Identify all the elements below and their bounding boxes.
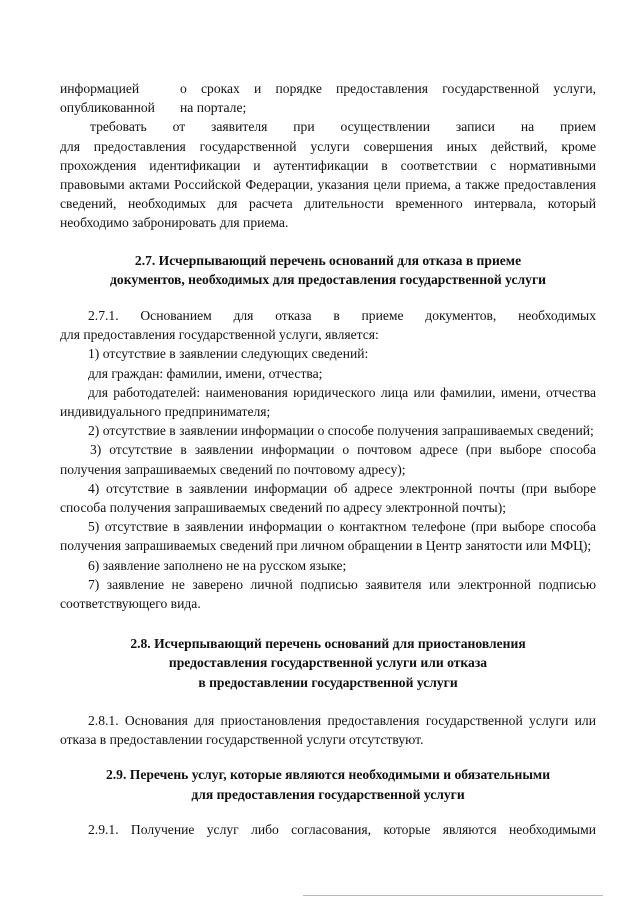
list-item-4: 4) отсутствие в заявлении информации об адресе электронной почты (при выборе способа получения запрашиваемых сведений по адресу электронной почты); bbox=[60, 480, 596, 516]
text-cell: опубликованной bbox=[60, 100, 155, 116]
text-cell: информацией bbox=[60, 81, 140, 96]
list-item-1b: для работодателей: наименования юридического лица или фамилии, имени, отчества индивидуального предпринимателя; bbox=[60, 384, 596, 420]
section-heading-2-7-line1: 2.7. Исчерпывающий перечень оснований для отказа в приеме bbox=[134, 252, 522, 268]
list-item-2: 2) отсутствие в заявлении информации о способе получения запрашиваемых сведений; bbox=[88, 423, 594, 439]
paragraph-2-9-1: 2.9.1. Получение услуг либо согласования, которые являются необходимыми bbox=[88, 821, 596, 837]
paragraph-require-rest: для предоставления государственной услуги совершения иных действий, кроме прохождения идентификации и аутентификации в соответствии с нормативными правовыми актами Российской Федерации, указания цели приема, а также предоставления сведений, необходимых для расчета длительности временного интервала, который необходимо забронировать для приема. bbox=[60, 138, 596, 231]
paragraph-require-first: требовать от заявителя при осуществлении записи на прием bbox=[90, 119, 596, 135]
section-heading-2-8-line1: 2.8. Исчерпывающий перечень оснований для приостановления bbox=[130, 636, 526, 652]
list-item-7: 7) заявление не заверено личной подписью заявителя или электронной подписью соответствующего вида. bbox=[60, 576, 596, 612]
section-heading-2-8-line2: предоставления государственной услуги или отказа bbox=[168, 655, 488, 671]
paragraph-info-row1 bbox=[60, 79, 596, 98]
section-heading-2-8-line3: в предоставлении государственной услуги bbox=[198, 674, 458, 690]
paragraph-2-7-1-rest: для предоставления государственной услуги, является: bbox=[60, 327, 379, 343]
text-cell: на портале; bbox=[180, 100, 247, 116]
text-cell: о сроках и порядке предоставления государственной услуги, bbox=[180, 81, 596, 96]
list-item-6: 6) заявление заполнено не на русском языке; bbox=[88, 557, 347, 573]
section-heading-2-7-line2: документов, необходимых для предоставления государственной услуги bbox=[110, 271, 546, 287]
section-heading-2-9-line1: 2.9. Перечень услуг, которые являются необходимыми и обязательными bbox=[105, 767, 551, 783]
section-heading-2-9-line2: для предоставления государственной услуги bbox=[191, 786, 465, 802]
document-body bbox=[60, 79, 596, 839]
list-item-1a: для граждан: фамилии, имени, отчества; bbox=[88, 365, 323, 381]
list-item-1: 1) отсутствие в заявлении следующих сведений: bbox=[88, 346, 369, 362]
paragraph-2-7-1-first: 2.7.1. Основанием для отказа в приеме документов, необходимых bbox=[88, 308, 596, 324]
list-item-3: 3) отсутствие в заявлении информации о почтовом адресе (при выборе способа получения запрашиваемых сведений по почтовому адресу); bbox=[60, 442, 596, 477]
paragraph-2-8-1: 2.8.1. Основания для приостановления предоставления государственной услуги или отказа в предоставлении государственной услуги отсутствуют. bbox=[60, 712, 596, 748]
list-item-5: 5) отсутствие в заявлении информации о контактном телефоне (при выборе способа получения запрашиваемых сведений при личном обращении в Центр занятости или МФЦ); bbox=[60, 519, 596, 554]
paragraph-info-row2 bbox=[60, 98, 596, 117]
footer-divider bbox=[303, 895, 603, 896]
